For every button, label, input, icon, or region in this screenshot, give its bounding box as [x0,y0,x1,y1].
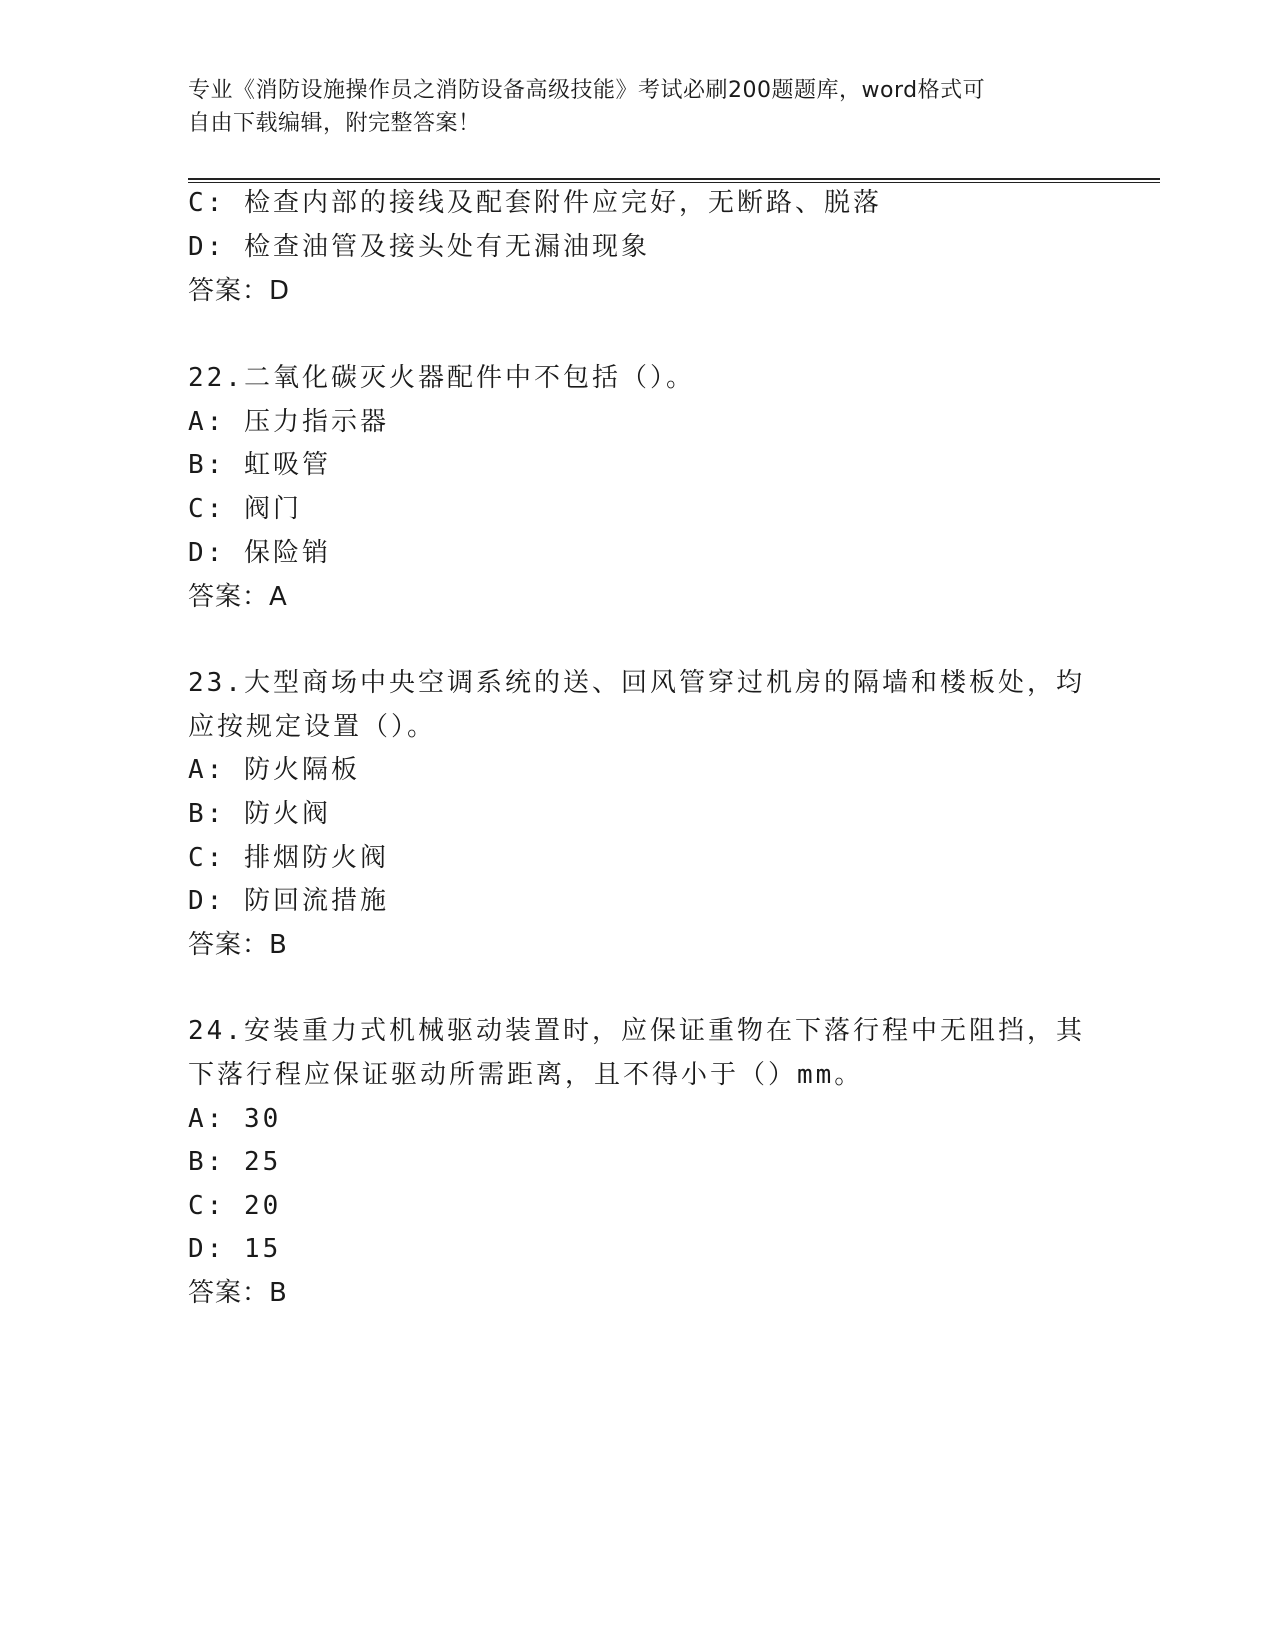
q22-option-c: C: 阀门 [188,494,302,524]
header-divider [188,178,1160,183]
prev-option-d: D: 检查油管及接头处有无漏油现象 [188,232,650,262]
q23-option-a: A: 防火隔板 [188,755,360,785]
q23-answer: 答案：B [188,930,288,960]
q24-option-d: D: 15 [188,1234,282,1264]
q22-option-b: B: 虹吸管 [188,450,331,480]
prev-option-c: C: 检查内部的接线及配套附件应完好，无断路、脱落 [188,188,882,218]
header-line-2: 自由下载编辑，附完整答案！ [188,111,481,136]
q24-stem-line-1: 24.安装重力式机械驱动装置时，应保证重物在下落行程中无阻挡，其 [188,1016,1085,1046]
q23-stem-line-2: 应按规定设置（）。 [188,712,437,742]
q23-option-c: C: 排烟防火阀 [188,843,389,873]
document-header [188,74,1088,140]
q22-option-a: A: 压力指示器 [188,407,389,437]
q22-answer: 答案：A [188,582,288,612]
q24-option-a: A: 30 [188,1104,282,1134]
q23-stem-line-1: 23.大型商场中央空调系统的送、回风管穿过机房的隔墙和楼板处，均 [188,668,1085,698]
q24-option-b: B: 25 [188,1147,282,1177]
prev-answer: 答案：D [188,276,291,306]
header-line-1: 专业《消防设施操作员之消防设备高级技能》考试必刷200题题库，word格式可 [188,78,986,103]
q23-option-d: D: 防回流措施 [188,886,389,916]
q22-option-d: D: 保险销 [188,538,331,568]
q22-stem: 22.二氧化碳灭火器配件中不包括（）。 [188,363,695,393]
q23-option-b: B: 防火阀 [188,799,331,829]
q24-answer: 答案：B [188,1278,288,1308]
q24-option-c: C: 20 [188,1191,282,1221]
q24-stem-line-2: 下落行程应保证驱动所需距离，且不得小于（）mm。 [188,1060,864,1090]
